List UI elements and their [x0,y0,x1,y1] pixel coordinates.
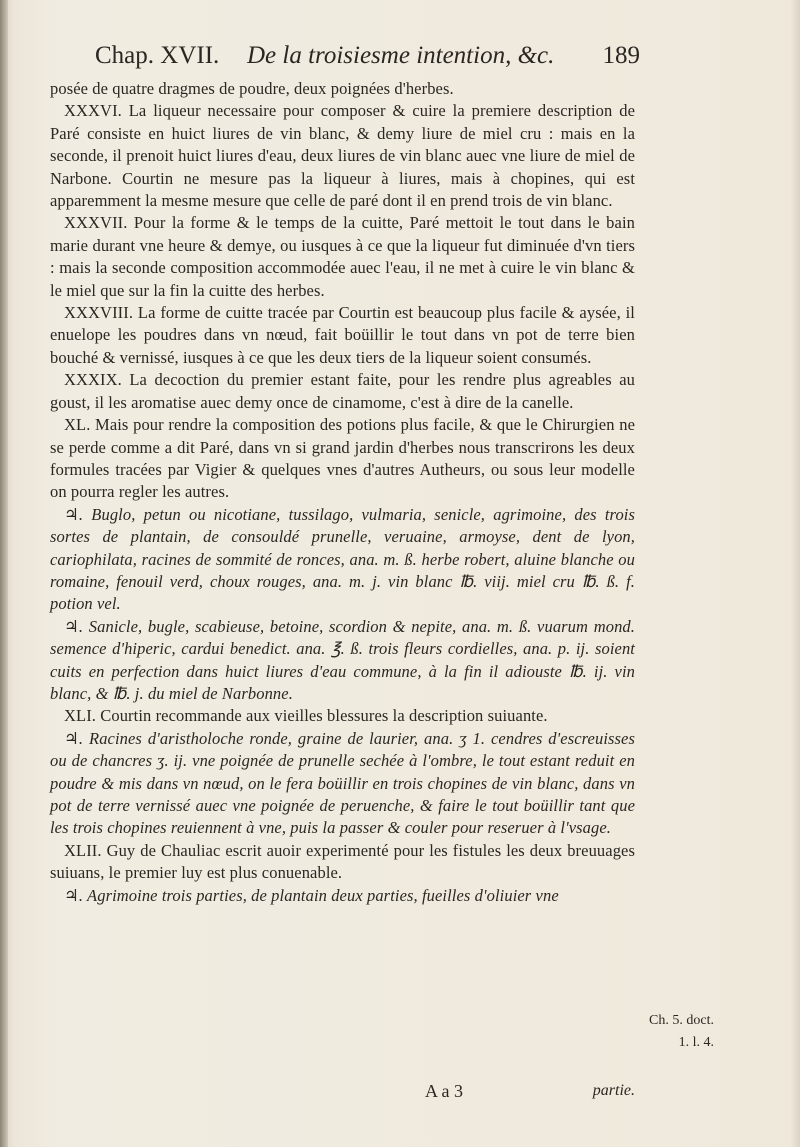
page-number: 189 [602,42,640,69]
paragraph-41: XLI. Courtin recommande aux vieilles blessures la description suiuante. [64,706,548,726]
page-edge [790,0,800,1147]
paragraph-42: XLII. Guy de Chauliac escrit auoir experimenté pour les fistules les deux breuuages suiuans, le premier luy est plus conuenable. [50,840,635,883]
paragraph-39: XXXIX. La decoction du premier estant faite, pour les rendre plus agreables au goust, il les aromatise auec demy once de cinamome, c'est à dire de la canelle. [50,370,635,412]
book-spine-shadow [0,0,8,1147]
recipe-2: ♃. Sanicle, bugle, scabieuse, betoine, scordion & nepite, ana. m. ß. vuarum mond. semence d'hiperic, cardui benedict. ana. ℥. ß. trois fleurs cordielles, ana. p. ij. soient cuits en perfection dans huict liures d'eau commune, à la fin il adiouste ℔. ij. vin blanc, & ℔. j. du miel de Narbonne. [50,616,635,703]
page-footer [425,1078,635,1104]
recipe-4: ♃. Agrimoine trois parties, de plantain deux parties, fueilles d'oliuier vne [64,885,559,905]
paragraph-37: XXXVII. Pour la forme & le temps de la cuitte, Paré mettoit le tout dans le bain marie durant vne heure & demye, ou iusques à ce que la liqueur fut diminuée d'vn tiers : mais la seconde composition accommodée auec l'eau, il ne met à cuire le vin blanc & le miel que sur la fin la cuitte des herbes. [50,213,635,300]
paragraph: posée de quatre dragmes de poudre, deux poignées d'herbes. [50,79,454,98]
margin-note-line: 1. l. 4. [678,1035,714,1050]
signature-mark: A a 3 [425,1081,463,1101]
margin-note [622,1010,714,1054]
paragraph-40: XL. Mais pour rendre la composition des potions plus facile, & que le Chirurgien ne se perde comme a dit Paré, dans vn si grand jardin d'herbes nous transcrirons les deux formules tracées par Vigier & quelques vnes d'autres Autheurs, ou sous leur modelle on pourra regler les autres. [50,415,635,502]
recipe-1: ♃. Buglo, petun ou nicotiane, tussilago, vulmaria, senicle, agrimoine, des trois sortes de plantain, de consouldé prunelle, veruaine, armoyse, dent de lyon, cariophilata, racines de sommité de ronces, ana. m. ß. herbe robert, aluine blanche ou romaine, fenouil verd, choux rouges, ana. m. j. vin blanc ℔. viij. miel cru ℔. ß. f. potion vel. [50,504,635,614]
body-text [50,78,635,907]
running-header [95,38,640,74]
running-title: De la troisiesme intention, &c. [247,42,555,69]
chapter-label: Chap. XVII. [95,42,220,69]
catchword: partie. [592,1082,635,1099]
paragraph-38: XXXVIII. La forme de cuitte tracée par Courtin est beaucoup plus facile & aysée, il enuelope les poudres dans vn nœud, fait boüillir le tout dans vn pot de terre bien bouché & vernissé, iusques à ce que les deux tiers de la liqueur soient consumés. [50,303,635,367]
margin-note-line: Ch. 5. doct. [649,1013,714,1028]
recipe-3: ♃. Racines d'aristholoche ronde, graine de laurier, ana. ʒ 1. cendres d'escreuisses ou de chancres ʒ. ij. vne poignée de prunelle sechée à l'ombre, le tout estant reduit en poudre & mis dans vn nœud, on le fera boüillir en trois chopines de vin blanc, dans vn pot de terre vernissé auec vne poignée de peruenche, & faire le tout boüillir tant que les trois chopines reuiennent à vne, puis la passer & couler pour reseruer à l'vsage. [50,728,635,838]
paragraph-36: XXXVI. La liqueur necessaire pour composer & cuire la premiere description de Paré consiste en huict liures de vin blanc, & demy liure de miel cru : mais en la seconde, il prenoit huict liures d'eau, deux liures de vin blanc auec vne liure de miel de Narbone. Courtin ne mesure pas la liqueur à liures, mais à chopines, qui est apparemment la mesme mesure que celle de paré dont il en prend trois de vin blanc. [50,101,635,211]
